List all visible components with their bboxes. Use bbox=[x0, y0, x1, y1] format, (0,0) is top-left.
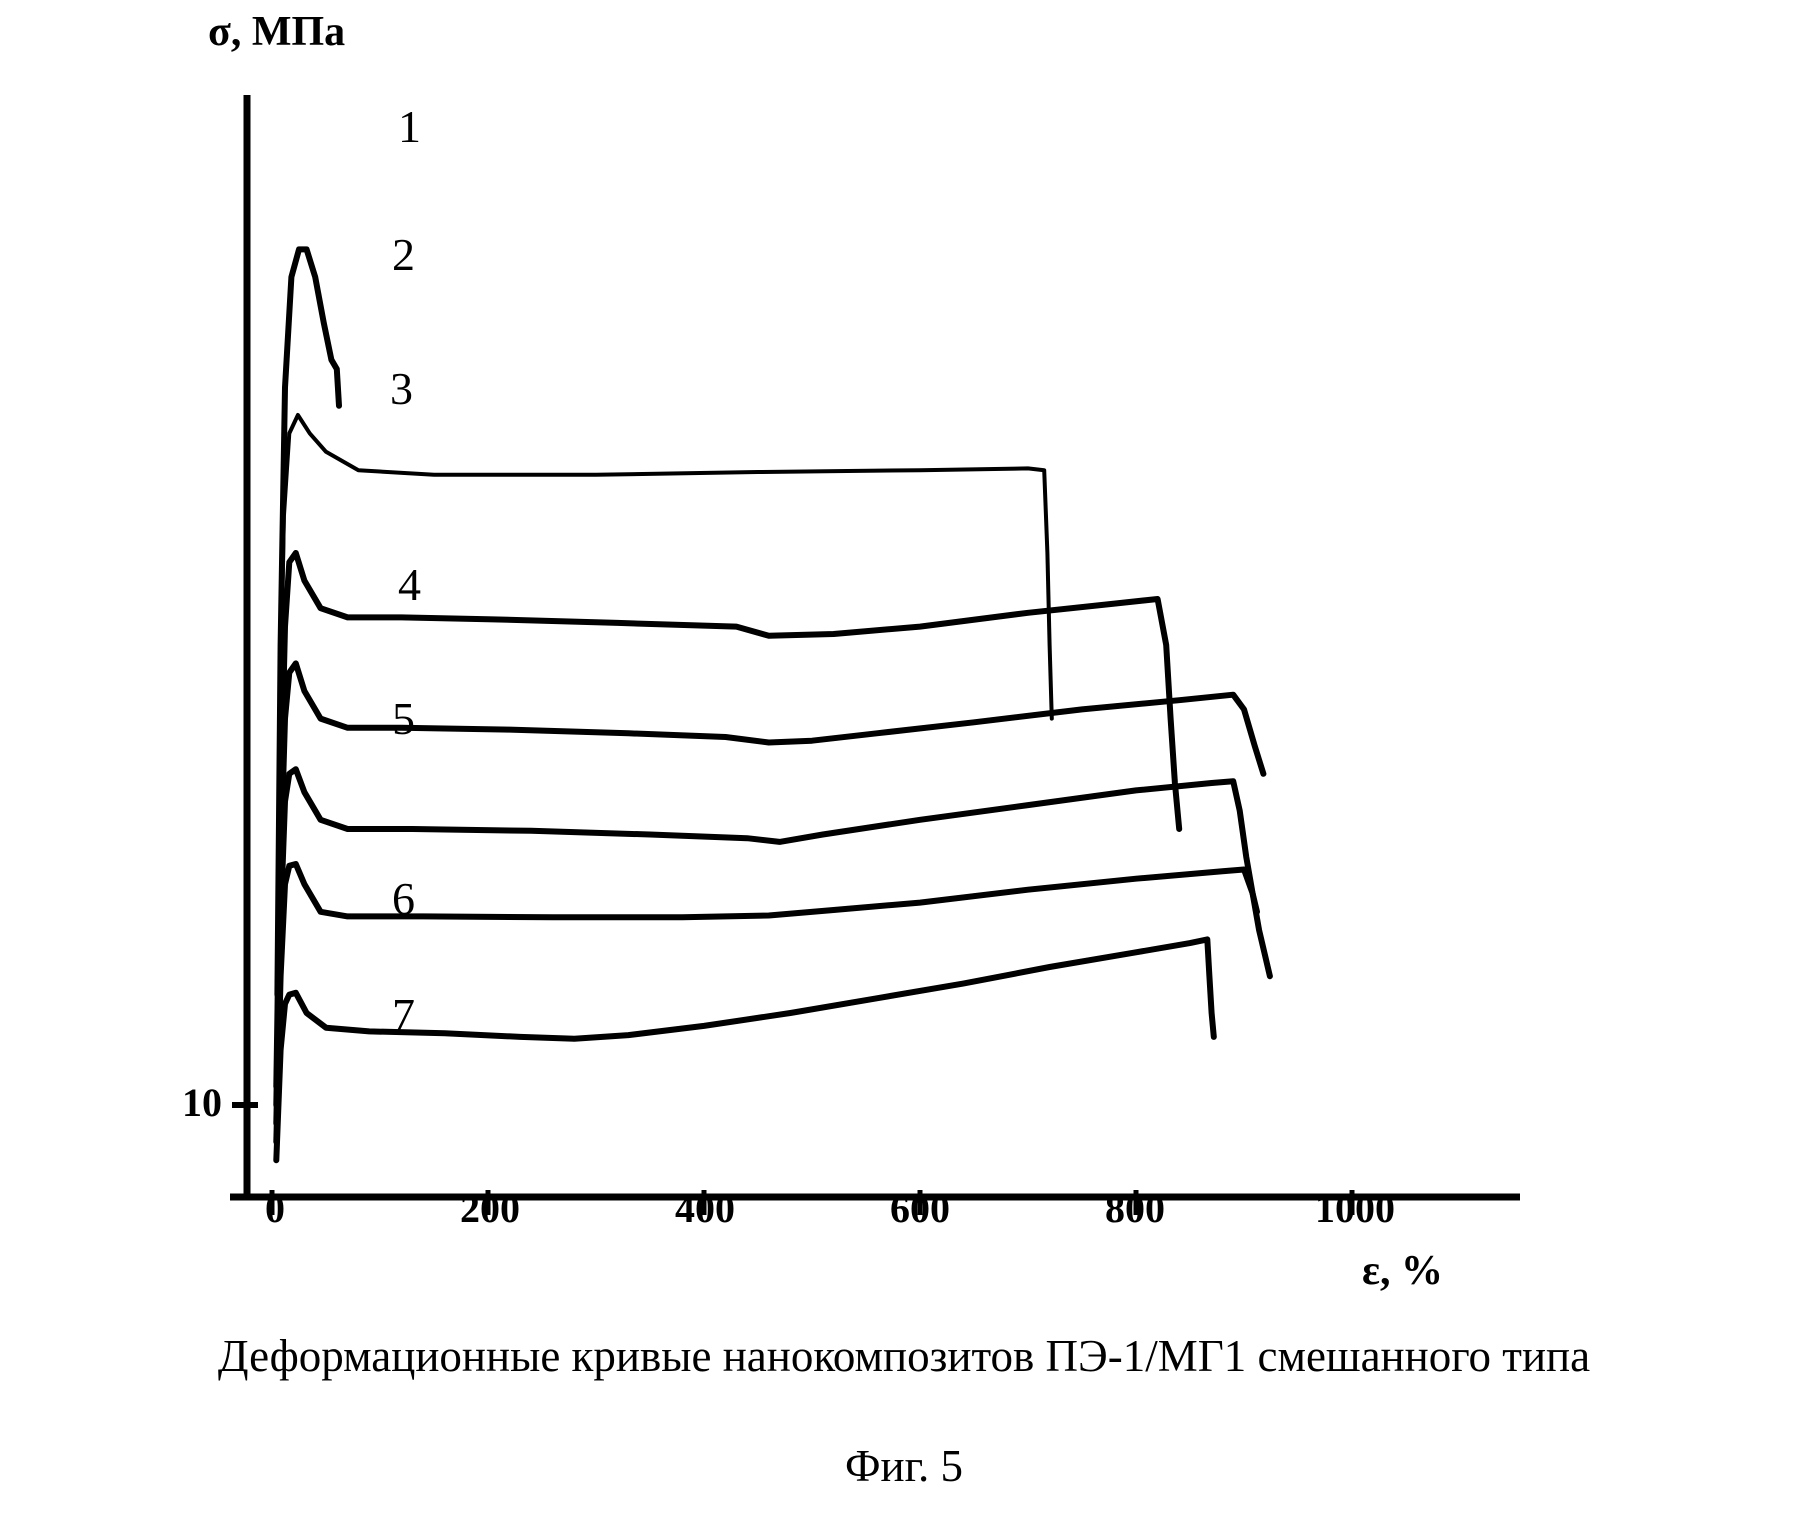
curve-group bbox=[276, 249, 1270, 1160]
x-tick-label-200: 200 bbox=[460, 1186, 520, 1231]
y-tick-label-10: 10 bbox=[182, 1080, 222, 1125]
curve-5 bbox=[276, 769, 1257, 1123]
y-axis-title: σ, МПа bbox=[208, 9, 346, 55]
curve-4 bbox=[276, 663, 1263, 1105]
curve-label-6: 6 bbox=[392, 873, 415, 924]
curve-label-4: 4 bbox=[398, 559, 421, 610]
curve-label-7: 7 bbox=[392, 989, 415, 1040]
figure-caption: Деформационные кривые нанокомпозитов ПЭ-1/МГ1 смешанного типа bbox=[217, 1331, 1591, 1381]
curve-label-1: 1 bbox=[398, 101, 421, 152]
x-tick-label-400: 400 bbox=[675, 1186, 735, 1231]
x-tick-label-600: 600 bbox=[890, 1186, 950, 1231]
curve-1 bbox=[277, 249, 339, 994]
curve-label-3: 3 bbox=[390, 363, 413, 414]
curve-6 bbox=[276, 864, 1270, 1142]
x-tick-label-1000: 1000 bbox=[1315, 1186, 1395, 1231]
curve-label-5: 5 bbox=[392, 693, 415, 744]
x-tick-label-800: 800 bbox=[1105, 1186, 1165, 1231]
curve-label-2: 2 bbox=[392, 229, 415, 280]
curve-7 bbox=[276, 939, 1214, 1160]
figure-number: Фиг. 5 bbox=[844, 1441, 963, 1491]
x-axis-title: ε, % bbox=[1362, 1248, 1443, 1294]
x-tick-label-0: 0 bbox=[265, 1186, 285, 1231]
